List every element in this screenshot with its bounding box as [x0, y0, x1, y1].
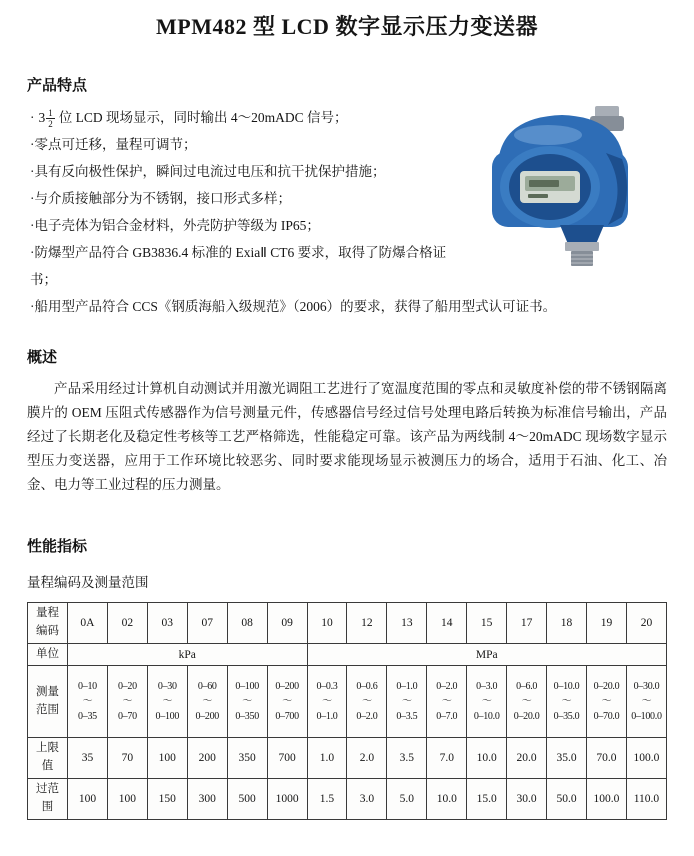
upper-limit-cell: 7.0: [427, 738, 467, 779]
range-separator: ～: [202, 696, 213, 708]
over-range-cell: 30.0: [507, 779, 547, 820]
range-code-cell: 03: [147, 603, 187, 644]
fraction-denominator: 2: [48, 119, 53, 129]
overview-heading: 概述: [27, 350, 58, 366]
range-separator: ～: [561, 696, 572, 708]
product-photo: [462, 105, 667, 267]
range-separator: ～: [481, 696, 492, 708]
row-label-code: 量程编码: [28, 603, 68, 644]
row-upper-limits: [28, 738, 667, 779]
range-max: 0–100: [155, 711, 180, 723]
range-separator: ～: [362, 696, 372, 708]
over-range-cell: 300: [187, 779, 227, 820]
range-table-caption: 量程编码及测量范围: [27, 575, 149, 590]
range-cell: [427, 666, 467, 738]
unit-cell: MPa: [307, 643, 666, 666]
range-code-cell: 07: [187, 603, 227, 644]
range-code-cell: 15: [467, 603, 507, 644]
range-min: 0–2.0: [436, 681, 458, 693]
range-min: 0–3.0: [476, 681, 498, 693]
over-range-cell: 100: [68, 779, 108, 820]
range-separator: ～: [401, 696, 412, 708]
feature-fraction-prefix: 3: [38, 110, 46, 125]
unit-cell: kPa: [68, 643, 308, 666]
range-min: 0–200: [275, 681, 299, 693]
range-min: 0–20.0: [593, 681, 620, 693]
feature-item-aluminum-housing: ·电子壳体为铝合金材料，外壳防护等级为 IP65；: [30, 218, 320, 233]
range-code-cell: 12: [347, 603, 387, 644]
row-over-ranges: [28, 779, 667, 820]
connection-neck: [560, 225, 604, 244]
over-range-cell: 150: [147, 779, 187, 820]
section-performance: [27, 535, 667, 820]
range-separator: ～: [82, 696, 93, 708]
features-heading: 产品特点: [27, 78, 88, 94]
range-code-cell: 02: [107, 603, 147, 644]
range-max: 0–35: [78, 711, 97, 723]
range-min: 0–20: [117, 681, 137, 693]
over-range-cell: 10.0: [427, 779, 467, 820]
over-range-cell: 100.0: [586, 779, 626, 820]
upper-limit-cell: 35.0: [547, 738, 587, 779]
range-cell: [227, 666, 267, 738]
range-min: 0–0.6: [356, 681, 378, 693]
feature-item-polarity-protection: ·具有反向极性保护，瞬间过电流过电压和抗干扰保护措施；: [30, 164, 386, 179]
range-cell: [107, 666, 147, 738]
range-table: [27, 602, 667, 820]
range-separator: ～: [162, 696, 173, 708]
upper-limit-cell: 700: [267, 738, 307, 779]
upper-limit-cell: 200: [187, 738, 227, 779]
range-min: 0–10: [78, 681, 97, 693]
range-cell: [347, 666, 387, 738]
bullet-mark: ·: [30, 110, 35, 125]
range-max: 0–200: [195, 711, 219, 723]
over-range-cell: 110.0: [626, 779, 666, 820]
range-max: 0–70: [117, 711, 137, 723]
upper-limit-cell: 1.0: [307, 738, 347, 779]
over-range-cell: 5.0: [387, 779, 427, 820]
range-cell: [68, 666, 108, 738]
range-separator: ～: [322, 696, 332, 708]
over-range-cell: 500: [227, 779, 267, 820]
range-cell: [547, 666, 587, 738]
upper-limit-cell: 20.0: [507, 738, 547, 779]
dome-highlight: [514, 125, 582, 145]
range-separator: ～: [282, 696, 292, 708]
range-separator: ～: [641, 696, 652, 708]
range-cell: [267, 666, 307, 738]
range-cell: [147, 666, 187, 738]
fraction-numerator: 1: [48, 107, 53, 118]
row-label-upper-limit: 上限值: [28, 738, 68, 779]
range-min: 0–0.3: [316, 681, 338, 693]
range-max: 0–350: [235, 711, 259, 723]
range-cell: [507, 666, 547, 738]
range-max: 0–2.0: [356, 711, 378, 723]
lcd-digits: [529, 180, 559, 187]
upper-limit-cell: 10.0: [467, 738, 507, 779]
range-code-cell: 14: [427, 603, 467, 644]
row-label-unit: 单位: [28, 643, 68, 666]
range-min: 0–100: [235, 681, 259, 693]
range-max: 0–70.0: [593, 711, 620, 723]
range-separator: ～: [242, 696, 252, 708]
upper-limit-cell: 100.0: [626, 738, 666, 779]
range-min: 0–6.0: [516, 681, 538, 693]
range-code-cell: 08: [227, 603, 267, 644]
range-code-cell: 13: [387, 603, 427, 644]
upper-limit-cell: 3.5: [387, 738, 427, 779]
range-min: 0–10.0: [553, 681, 580, 693]
performance-heading: 性能指标: [27, 539, 88, 555]
section-product-features: [27, 74, 667, 320]
range-max: 0–20.0: [513, 711, 540, 723]
range-cell: [387, 666, 427, 738]
lcd-label-strip: [528, 194, 548, 198]
fraction-one-half: [46, 108, 55, 130]
page-title: MPM482 型 LCD 数字显示压力变送器: [156, 14, 538, 39]
upper-limit-cell: 70: [107, 738, 147, 779]
range-max: 0–1.0: [316, 711, 338, 723]
range-max: 0–35.0: [553, 711, 580, 723]
range-code-cell: 20: [626, 603, 666, 644]
range-cell: [187, 666, 227, 738]
feature-item-marine-certified: ·船用型产品符合 CCS《钢质海船入级规范》（2006）的要求，获得了船用型式认可证书。: [30, 299, 557, 314]
range-code-cell: 10: [307, 603, 347, 644]
feature-item-explosion-proof: ·防爆型产品符合 GB3836.4 标准的 ExiaⅡ CT6 要求，取得了防爆合格证书；: [30, 245, 447, 287]
feature-item-stainless-steel: ·与介质接触部分为不锈钢，接口形式多样；: [30, 191, 291, 206]
range-min: 0–30: [157, 681, 177, 693]
row-label-range: 测量范围: [28, 666, 68, 738]
upper-limit-cell: 100: [147, 738, 187, 779]
over-range-cell: 100: [107, 779, 147, 820]
range-max: 0–10.0: [473, 711, 500, 723]
section-overview: [27, 346, 667, 497]
range-code-cell: 0A: [68, 603, 108, 644]
range-code-cell: 17: [507, 603, 547, 644]
range-max: 0–3.5: [396, 711, 418, 723]
range-separator: ～: [521, 696, 532, 708]
range-cell: [307, 666, 347, 738]
row-codes: [28, 603, 667, 644]
row-label-over-range: 过范围: [28, 779, 68, 820]
range-cell: [586, 666, 626, 738]
row-ranges: [28, 666, 667, 738]
range-separator: ～: [122, 696, 133, 708]
over-range-cell: 1000: [267, 779, 307, 820]
range-separator: ～: [601, 696, 612, 708]
pressure-transmitter-illustration: [462, 105, 667, 267]
over-range-cell: 15.0: [467, 779, 507, 820]
over-range-cell: 3.0: [347, 779, 387, 820]
overview-paragraph: 产品采用经过计算机自动测试并用激光调阻工艺进行了宽温度范围的零点和灵敏度补偿的带不锈钢隔离膜片的 OEM 压阻式传感器作为信号测量元件，传感器信号经过信号处理电路后转换为标准信号输出，产品经过了长期老化及稳定性考核等工艺严格筛选，性能稳定可靠。该产品为两线制 4～20mADC 现场数字显示型压力变送器，应用于工作环境比较恶劣、同时要求能现场显示被测压力的场合，适用于石油、化工、冶金、电力等工业过程的压力测量。: [27, 381, 667, 492]
range-min: 0–1.0: [396, 681, 418, 693]
range-max: 0–100.0: [631, 711, 662, 723]
range-cell: [626, 666, 666, 738]
range-separator: ～: [441, 696, 452, 708]
over-range-cell: 50.0: [547, 779, 587, 820]
upper-limit-cell: 70.0: [586, 738, 626, 779]
over-range-cell: 1.5: [307, 779, 347, 820]
upper-limit-cell: 350: [227, 738, 267, 779]
range-min: 0–30.0: [633, 681, 660, 693]
feature-item-text: 位 LCD 现场显示，同时输出 4～20mADC 信号；: [58, 110, 348, 125]
range-cell: [467, 666, 507, 738]
row-units: [28, 643, 667, 666]
range-min: 0–60: [197, 681, 217, 693]
range-code-cell: 18: [547, 603, 587, 644]
hex-nut: [565, 242, 599, 251]
range-code-cell: 09: [267, 603, 307, 644]
upper-limit-cell: 35: [68, 738, 108, 779]
range-max: 0–700: [275, 711, 299, 723]
range-max: 0–7.0: [436, 711, 458, 723]
feature-item-zero-shift: ·零点可迁移，量程可调节；: [30, 137, 197, 152]
range-code-cell: 19: [586, 603, 626, 644]
upper-limit-cell: 2.0: [347, 738, 387, 779]
